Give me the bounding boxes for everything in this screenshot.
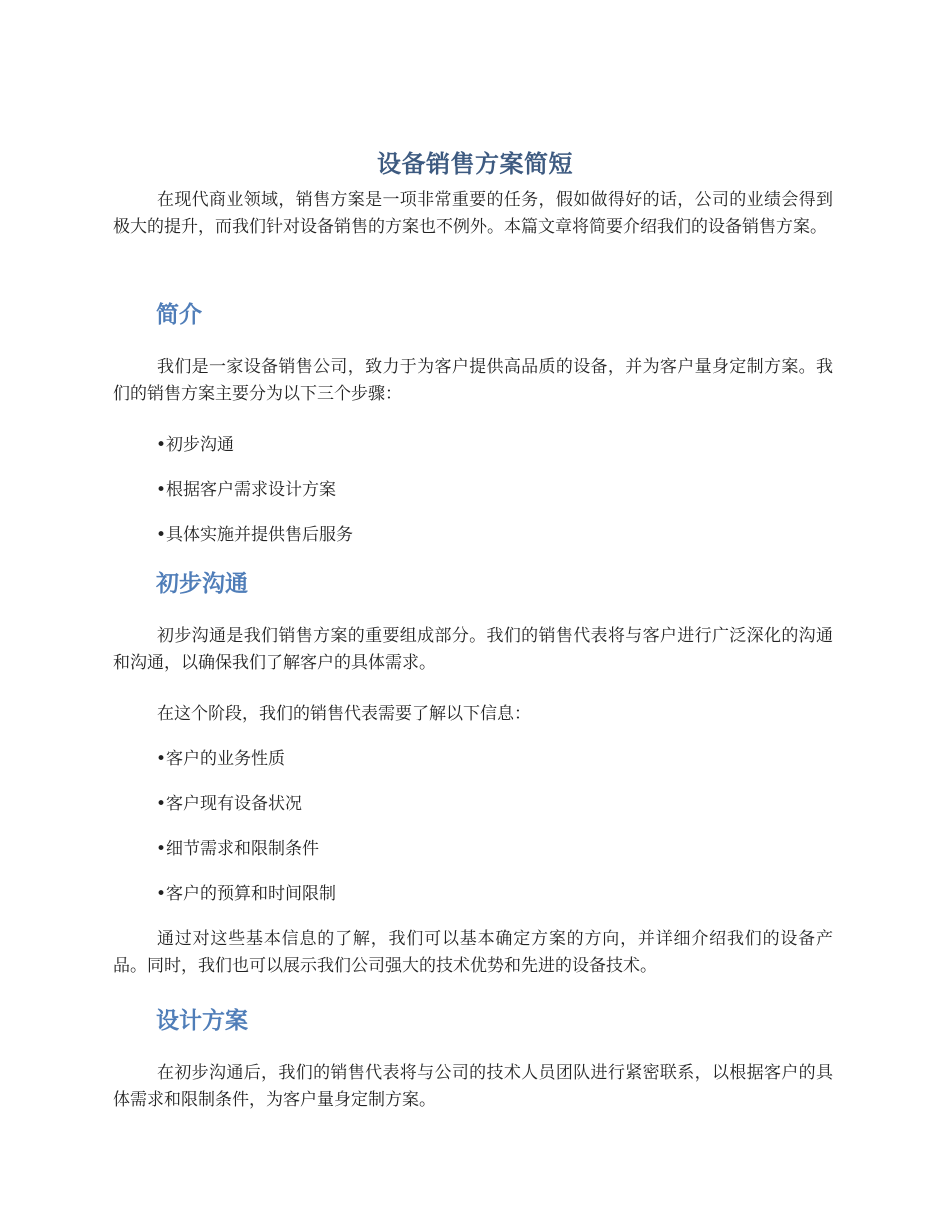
list-item-text: 客户的业务性质 [166,749,285,769]
bullet-icon: • [156,480,167,500]
section-heading-design: 设计方案 [156,1008,248,1034]
intro-paragraph: 在现代商业领域，销售方案是一项非常重要的任务，假如做得好的话，公司的业绩会得到极大的提升，而我们针对设备销售的方案也不例外。本篇文章将简要介绍我们的设备销售方案。 [113,190,833,237]
list-item [156,746,285,773]
list-item-text: 客户的预算和时间限制 [166,884,336,904]
design-paragraph: 在初步沟通后，我们的销售代表将与公司的技术人员团队进行紧密联系，以根据客户的具体需求和限制条件，为客户量身定制方案。 [113,1063,833,1110]
bullet-icon: • [156,525,167,545]
communication-paragraph-2: 在这个阶段，我们的销售代表需要了解以下信息： [157,704,531,724]
intro-section-paragraph: 我们是一家设备销售公司，致力于为客户提供高品质的设备，并为客户量身定制方案。我们的销售方案主要分为以下三个步骤： [113,357,833,404]
bullet-icon: • [156,884,167,904]
bullet-icon: • [156,794,167,814]
bullet-icon: • [156,839,167,859]
list-item-text: 具体实施并提供售后服务 [166,525,353,545]
list-item-text: 客户现有设备状况 [166,794,302,814]
list-item [156,432,234,459]
list-item [156,881,336,908]
communication-paragraph-3: 通过对这些基本信息的了解，我们可以基本确定方案的方向，并详细介绍我们的设备产品。同时，我们也可以展示我们公司强大的技术优势和先进的设备技术。 [113,929,833,976]
section-heading-intro: 简介 [156,302,202,328]
bullet-icon: • [156,435,167,455]
section-heading-communication: 初步沟通 [156,571,248,597]
list-item [156,791,302,818]
bullet-icon: • [156,749,167,769]
list-item-text: 细节需求和限制条件 [166,839,319,859]
list-item [156,477,336,504]
list-item [156,836,319,863]
list-item-text: 初步沟通 [166,435,234,455]
document-title: 设备销售方案简短 [377,150,573,178]
communication-paragraph-1: 初步沟通是我们销售方案的重要组成部分。我们的销售代表将与客户进行广泛深化的沟通和沟通，以确保我们了解客户的具体需求。 [113,626,833,673]
list-item [156,522,353,549]
list-item-text: 根据客户需求设计方案 [166,480,336,500]
